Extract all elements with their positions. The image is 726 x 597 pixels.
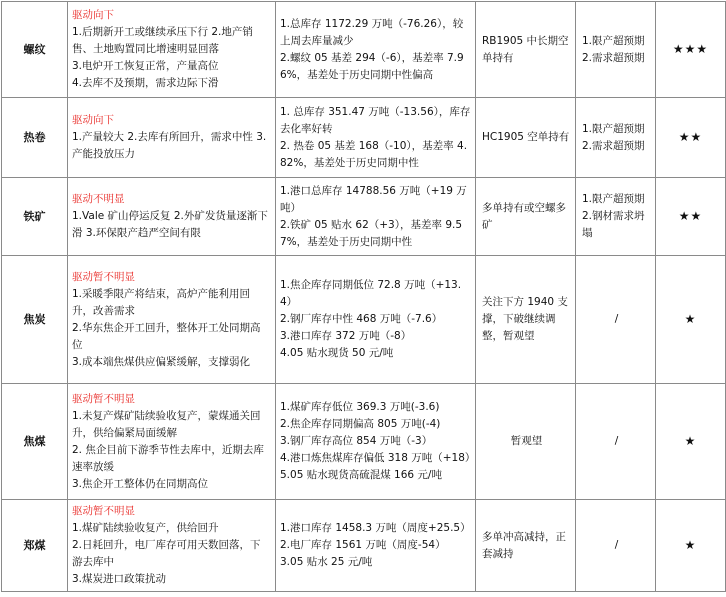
commodity-name: 焦炭 (2, 256, 68, 384)
strategy-cell: 关注下方 1940 支撑，下破继续调整，暂观望 (476, 256, 576, 384)
inventory-cell (276, 500, 476, 592)
risk-line: 1.限产超预期 (582, 193, 645, 205)
fundamentals-cell (68, 256, 276, 384)
inventory-line: 4.港口炼焦煤库存偏低 318 万吨（+18） (280, 452, 476, 464)
risk-line: 2.钢材需求坍塌 (582, 210, 645, 239)
strategy-cell: 暂观望 (476, 384, 576, 500)
rating-stars: ★ (656, 384, 726, 500)
table-row (2, 178, 726, 256)
strategy-cell: 多单冲高减持，正套减持 (476, 500, 576, 592)
fundamental-line: 2.华东焦企开工回升，整体开工处同期高位 (72, 321, 261, 351)
inventory-line: 1.煤矿库存低位 369.3 万吨(-3.6) (280, 401, 440, 413)
fundamental-line: 1.产量较大 2.去库有所回升，需求中性 3.产能投放压力 (72, 131, 267, 160)
inventory-line: 2.铁矿 05 贴水 62（+3），基差率 9.57%，基差处于历史同期中性 (280, 218, 463, 248)
fundamental-line: 1.采暖季限产将结束，高炉产能利用回升，改善需求 (72, 287, 251, 317)
strategy-table (1, 1, 726, 592)
fundamental-line: 3.成本端焦煤供应偏紧缓解，支撑弱化 (72, 355, 251, 368)
fundamentals-cell (68, 178, 276, 256)
fundamental-line: 2.日耗回升，电厂库存可用天数回落，下游去库中 (72, 539, 261, 568)
fundamental-line: 1.Vale 矿山停运反复 2.外矿发货量逐渐下滑 3.环保限产趋严空间有限 (72, 210, 268, 239)
inventory-line: 2.螺纹 05 基差 294（-6），基差率 7.96%，基差处于历史同期中性偏高 (280, 51, 464, 81)
fundamental-line: 4.去库不及预期，需求边际下滑 (72, 77, 219, 89)
fundamental-line: 2. 焦企目前下游季节性去库中，近期去库速率放缓 (72, 443, 264, 473)
fundamental-line: 1.未复产煤矿陆续验收复产，蒙煤通关回升，供给偏紧局面缓解 (72, 409, 261, 439)
commodity-name: 焦煤 (2, 384, 68, 500)
inventory-line: 1.总库存 1172.29 万吨（-76.26），较上周去库量减少 (280, 17, 464, 47)
inventory-line: 4.05 贴水现货 50 元/吨 (280, 347, 394, 359)
fundamental-line: 3.电炉开工恢复正常，产量高位 (72, 60, 219, 72)
rating-stars: ★ (656, 500, 726, 592)
risk-line: 1.限产超预期 (582, 122, 645, 135)
fundamentals-cell (68, 2, 276, 98)
inventory-line: 2. 热卷 05 基差 168（-10），基差率 4.82%，基差处于历史同期中性 (280, 139, 468, 169)
inventory-line: 2.电厂库存 1561 万吨（周度-54） (280, 539, 446, 551)
inventory-line: 1. 总库存 351.47 万吨（-13.56），库存去化率好转 (280, 105, 471, 135)
rating-stars: ★ (656, 256, 726, 384)
inventory-line: 2.焦企库存同期偏高 805 万吨(-4) (280, 418, 441, 430)
table-row (2, 256, 726, 384)
rating-stars: ★★★ (656, 2, 726, 98)
fundamentals-cell (68, 98, 276, 178)
risk-line: 2.需求超预期 (582, 139, 645, 152)
driver-label: 驱动暂不明显 (72, 505, 135, 517)
table-row (2, 500, 726, 592)
inventory-cell (276, 178, 476, 256)
fundamentals-cell (68, 500, 276, 592)
driver-label: 驱动暂不明显 (72, 392, 135, 405)
strategy-cell: RB1905 中长期空单持有 (476, 2, 576, 98)
table-row (2, 2, 726, 98)
driver-label: 驱动不明显 (72, 193, 125, 205)
fundamental-line: 1.煤矿陆续验收复产，供给回升 (72, 522, 219, 534)
driver-label: 驱动暂不明显 (72, 270, 135, 283)
inventory-line: 1.港口库存 1458.3 万吨（周度+25.5） (280, 522, 471, 534)
inventory-line: 1.港口总库存 14788.56 万吨（+19 万吨） (280, 184, 467, 214)
commodity-name: 郑煤 (2, 500, 68, 592)
rating-stars: ★★ (656, 98, 726, 178)
inventory-line: 3.05 贴水 25 元/吨 (280, 556, 373, 568)
inventory-line: 1.焦企库存同期低位 72.8 万吨（+13.4） (280, 279, 462, 308)
table-row (2, 98, 726, 178)
inventory-line: 3.港口库存 372 万吨（-8） (280, 330, 412, 342)
table-row (2, 384, 726, 500)
rating-stars: ★★ (656, 178, 726, 256)
risk-cell (576, 98, 656, 178)
risk-cell (576, 178, 656, 256)
inventory-line: 2.钢厂库存中性 468 万吨（-7.6） (280, 313, 443, 325)
driver-label: 驱动向下 (72, 114, 114, 126)
risk-cell (576, 2, 656, 98)
risk-line: 2.需求超预期 (582, 51, 645, 64)
strategy-cell: 多单持有或空螺多矿 (476, 178, 576, 256)
driver-label: 驱动向下 (72, 9, 114, 21)
inventory-line: 3.钢厂库存高位 854 万吨（-3） (280, 435, 433, 447)
risk-line: 1.限产超预期 (582, 34, 645, 47)
strategy-cell: HC1905 空单持有 (476, 98, 576, 178)
risk-cell: / (576, 500, 656, 592)
risk-cell: / (576, 256, 656, 384)
commodity-name: 热卷 (2, 98, 68, 178)
inventory-cell (276, 384, 476, 500)
inventory-cell (276, 256, 476, 384)
inventory-cell (276, 98, 476, 178)
commodity-name: 铁矿 (2, 178, 68, 256)
fundamentals-cell (68, 384, 276, 500)
fundamental-line: 3.焦企开工整体仍在同期高位 (72, 477, 209, 490)
fundamental-line: 3.煤炭进口政策扰动 (72, 573, 167, 585)
inventory-cell (276, 2, 476, 98)
commodity-name: 螺纹 (2, 2, 68, 98)
risk-cell: / (576, 384, 656, 500)
fundamental-line: 1.后期新开工或继续承压下行 2.地产销售、土地购置同比增速明显回落 (72, 26, 253, 55)
inventory-line: 5.05 贴水现货高硫混煤 166 元/吨 (280, 469, 442, 481)
